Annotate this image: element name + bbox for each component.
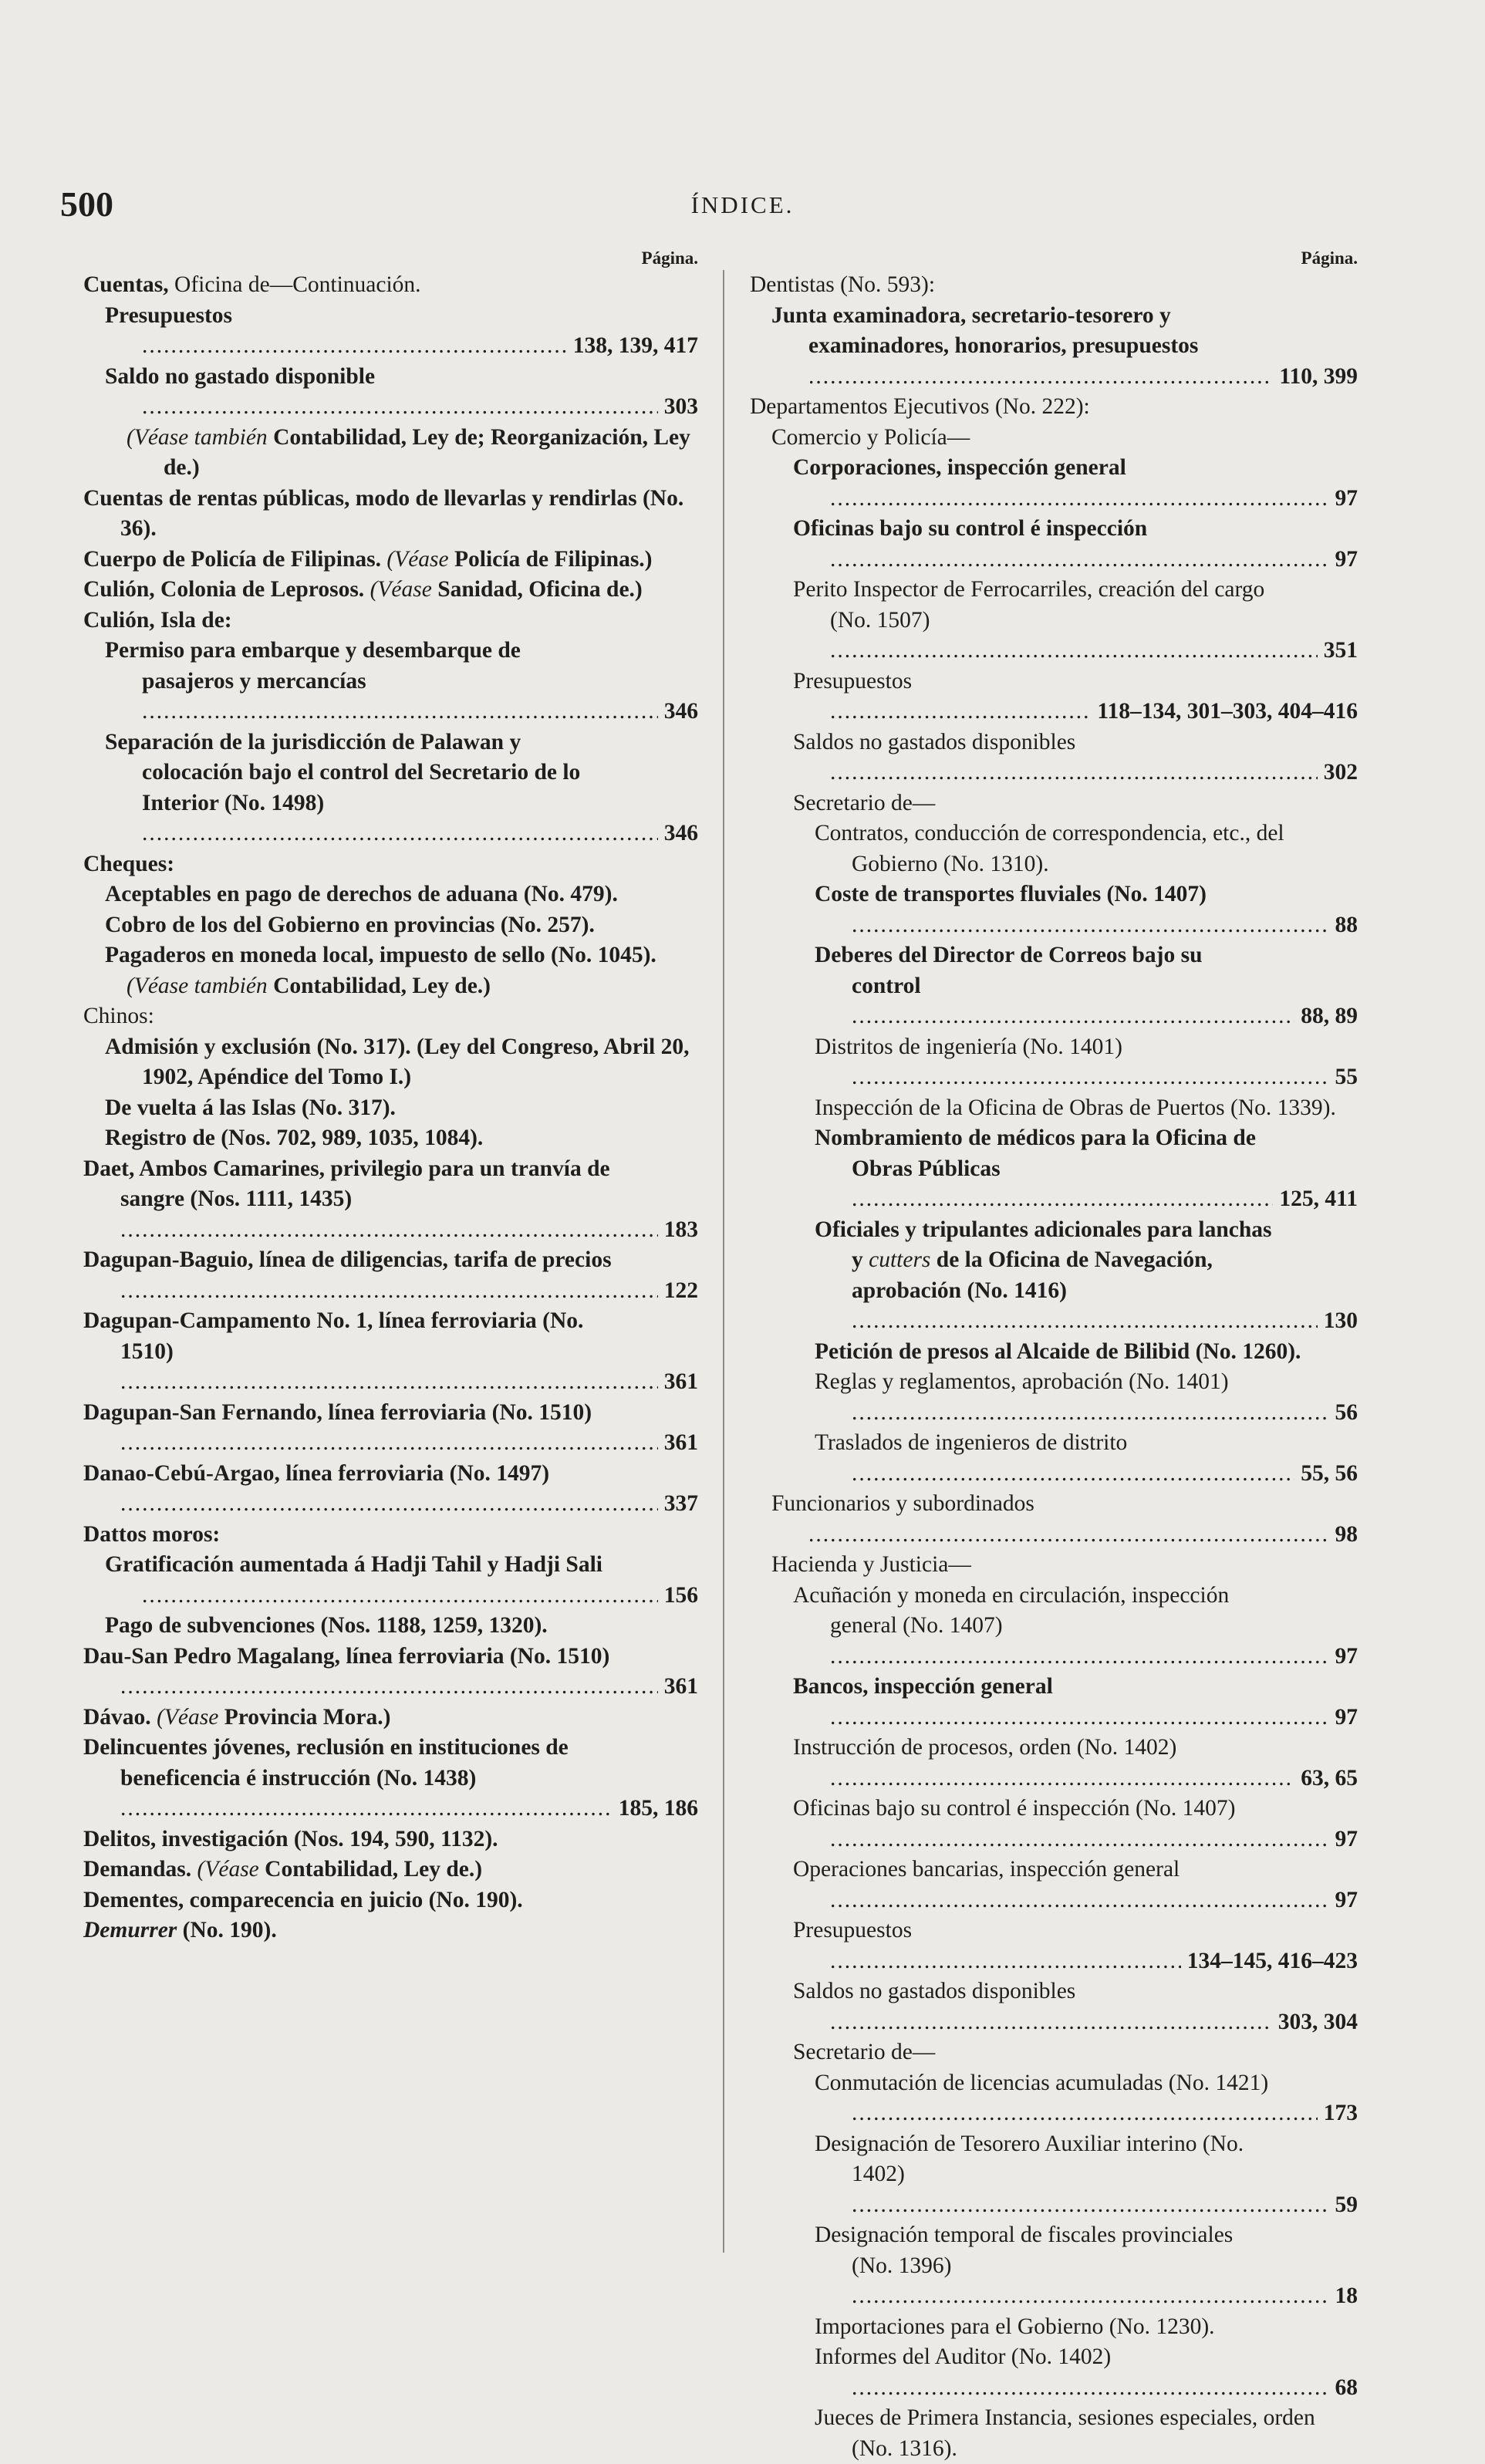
index-entry	[750, 940, 1358, 1032]
index-entry-text	[750, 788, 1358, 819]
index-entry-part: Dagupan-Baguio, línea de diligencias, tarifa de precios	[83, 1247, 612, 1272]
index-entry-page: 361	[658, 1428, 698, 1459]
index-entry	[83, 1245, 698, 1306]
index-entry-part: Informes del Auditor (No. 1402)	[815, 2344, 1112, 2369]
index-entry-text	[750, 1428, 1358, 1489]
index-entry-page: 173	[1318, 2098, 1358, 2129]
index-entry-part: Funcionarios y subordinados	[771, 1491, 1034, 1516]
index-entry-text	[750, 1032, 1358, 1093]
index-entry-part: Departamentos Ejecutivos (No. 222):	[750, 394, 1090, 419]
index-entry-part: Bancos, inspección general	[793, 1674, 1053, 1699]
index-entries	[83, 270, 698, 1946]
index-entry	[750, 270, 1358, 301]
index-entry	[750, 1489, 1358, 1550]
index-column-left	[83, 247, 698, 1946]
index-entry-part: Petición de presos al Alcaide de Bilibid (No. 1260).	[815, 1338, 1301, 1364]
index-entry-part: Operaciones bancarias, inspección general	[793, 1857, 1180, 1882]
column-divider	[723, 270, 724, 2253]
index-entry-text	[750, 423, 1358, 454]
index-entry	[83, 1032, 698, 1093]
index-entry-page: 97	[1329, 484, 1358, 515]
index-entry	[83, 362, 698, 423]
index-entry-part: Admisión y exclusión (No. 317). (Ley del Congreso, Abril 20, 1902, Apéndice del Tomo I.)	[105, 1034, 690, 1089]
index-entry-part: Acuñación y moneda en circulación, inspección general (No. 1407)	[793, 1582, 1230, 1638]
index-entry-text	[83, 1611, 698, 1642]
index-entry-part: Saldos no gastados disponibles	[793, 729, 1076, 754]
index-entry-part: Cobro de los del Gobierno en provincias (No. 257).	[105, 912, 595, 937]
index-entry-part: Inspección de la Oficina de Obras de Puertos (No. 1339).	[815, 1095, 1336, 1120]
index-entry-page: 361	[658, 1367, 698, 1398]
index-entry-page: 185, 186	[613, 1794, 698, 1824]
index-entry-part: Oficinas bajo su control é inspección (No. 1407)	[793, 1796, 1236, 1821]
index-entry-part: Distritos de ingeniería (No. 1401)	[815, 1034, 1122, 1059]
index-entry	[750, 1733, 1358, 1794]
index-entry-text	[750, 2068, 1358, 2129]
index-entry-text	[83, 1824, 698, 1855]
index-entry-part: Deberes del Director de Correos bajo su control	[815, 943, 1203, 998]
index-entry-text	[83, 484, 698, 545]
index-entry-part: Dagupan-San Fernando, línea ferroviaria (No. 1510)	[83, 1399, 592, 1425]
index-entry-text	[83, 1520, 698, 1551]
index-entry	[750, 423, 1358, 454]
index-entry-text	[83, 575, 698, 606]
index-entry	[750, 667, 1358, 727]
index-entry-part: Pago de subvenciones (Nos. 1188, 1259, 1320).	[105, 1613, 548, 1638]
index-entry	[83, 423, 698, 484]
index-entry	[750, 2220, 1358, 2312]
index-entry-text	[83, 727, 698, 849]
index-entry-text	[750, 1672, 1358, 1733]
index-entry	[750, 392, 1358, 423]
index-entry	[750, 2068, 1358, 2129]
index-entry	[750, 2312, 1358, 2343]
index-entry-text	[750, 1550, 1358, 1581]
index-entry	[750, 1367, 1358, 1428]
index-entry-text	[83, 940, 698, 971]
index-entry	[750, 1550, 1358, 1581]
index-entry-part: Danao-Cebú-Argao, línea ferroviaria (No. 1497)	[83, 1460, 550, 1486]
index-entry	[750, 727, 1358, 788]
index-entry-part: (Véase	[197, 1857, 265, 1882]
index-entry	[83, 484, 698, 545]
index-entry	[83, 1306, 698, 1398]
index-entry-part: Importaciones para el Gobierno (No. 1230).	[815, 2314, 1215, 2339]
index-entry-part: Oficinas bajo su control é inspección	[793, 516, 1148, 541]
index-entry	[83, 727, 698, 849]
index-entry-page: 302	[1318, 758, 1358, 788]
index-entry	[83, 606, 698, 636]
index-entry-part: Dentistas (No. 593):	[750, 272, 936, 297]
index-entry-text	[750, 1733, 1358, 1794]
index-entry	[750, 2403, 1358, 2464]
index-entry-page: 97	[1329, 1824, 1358, 1855]
index-entry-page: 134–145, 416–423	[1181, 1946, 1358, 1977]
index-entry	[750, 1093, 1358, 1124]
index-entry-text	[750, 1976, 1358, 2037]
index-entry-part: Delincuentes jóvenes, reclusión en instituciones de beneficencia é instrucción (No. 1438)	[83, 1735, 569, 1791]
index-entry-page: 97	[1329, 1642, 1358, 1672]
index-entry	[750, 1032, 1358, 1093]
page-column-header: Página.	[641, 248, 698, 268]
index-entry-part: Contabilidad, Ley de.)	[273, 973, 491, 998]
index-entry-part: Designación de Tesorero Auxiliar interino (No. 1402)	[815, 2131, 1244, 2186]
index-entry-text	[83, 1306, 698, 1398]
index-entry-part: (No. 190).	[182, 1918, 277, 1943]
index-entry	[83, 1916, 698, 1946]
index-entry-part: Cuentas,	[83, 272, 175, 297]
index-entry-part: (Véase	[386, 546, 454, 572]
index-entry-text	[83, 1093, 698, 1124]
index-entry	[750, 514, 1358, 575]
index-entry	[750, 1123, 1358, 1215]
index-entry-page: 68	[1329, 2373, 1358, 2404]
index-entry-part: Saldo no gastado disponible	[105, 363, 376, 389]
index-entry-text	[83, 1916, 698, 1946]
index-entry	[83, 1855, 698, 1885]
index-entry	[750, 2342, 1358, 2403]
index-entry-page: 361	[658, 1672, 698, 1703]
index-entry-text	[750, 1367, 1358, 1428]
index-entry-part: (Véase	[157, 1704, 224, 1730]
index-entry-page: 138, 139, 417	[567, 331, 698, 362]
index-entry-text	[83, 1642, 698, 1703]
index-entry	[750, 1916, 1358, 1976]
index-entry	[83, 545, 698, 575]
index-entry-page: 337	[658, 1489, 698, 1520]
index-entry-text	[83, 362, 698, 423]
index-entry	[83, 1398, 698, 1459]
index-entry-text	[83, 423, 698, 484]
index-entry-page: 88	[1329, 910, 1358, 941]
index-entry	[83, 1520, 698, 1551]
index-entry	[83, 1459, 698, 1520]
index-entry-part: Contratos, conducción de correspondencia, etc., del Gobierno (No. 1310).	[815, 821, 1284, 876]
index-entry	[750, 1428, 1358, 1489]
index-entry	[750, 819, 1358, 879]
index-entry-page: 346	[658, 819, 698, 849]
index-entry-text	[750, 940, 1358, 1032]
index-entry	[83, 1703, 698, 1733]
index-entry	[750, 1672, 1358, 1733]
index-entry	[750, 788, 1358, 819]
index-entry-text	[750, 514, 1358, 575]
index-entry-text	[83, 1001, 698, 1032]
index-entry-part: Traslados de ingenieros de distrito	[815, 1430, 1128, 1455]
index-entry	[750, 575, 1358, 667]
index-entry-part: Daet, Ambos Camarines, privilegio para un tranvía de sangre (Nos. 1111, 1435)	[83, 1156, 610, 1211]
index-entry	[83, 1824, 698, 1855]
index-entry-page: 110, 399	[1273, 362, 1358, 393]
index-entry-page: 59	[1329, 2190, 1358, 2221]
index-entry-text	[83, 910, 698, 941]
index-entry-part: Reglas y reglamentos, aprobación (No. 1401)	[815, 1369, 1229, 1394]
index-entry-text	[750, 1794, 1358, 1855]
index-entry	[83, 1123, 698, 1154]
index-entry	[83, 1733, 698, 1824]
index-entry-text	[83, 1885, 698, 1916]
index-entry-part: Oficiales y tripulantes adicionales para lanchas y	[815, 1217, 1272, 1272]
index-entry-part: Instrucción de procesos, orden (No. 1402)	[793, 1735, 1177, 1760]
index-entry-part: Perito Inspector de Ferrocarriles, creación del cargo (No. 1507)	[793, 577, 1265, 633]
index-entry	[83, 1642, 698, 1703]
index-entry-page: 118–134, 301–303, 404–416	[1091, 697, 1358, 727]
index-entry-part: Cuerpo de Policía de Filipinas.	[83, 546, 387, 572]
index-entry-page: 18	[1329, 2281, 1358, 2312]
index-entry-text	[750, 575, 1358, 667]
index-entry-part: (Véase	[370, 577, 438, 602]
index-entry	[750, 1215, 1358, 1337]
index-entry-part: Aceptables en pago de derechos de aduana (No. 479).	[105, 882, 618, 906]
index-entry-text	[750, 1855, 1358, 1916]
index-entry	[750, 301, 1358, 393]
index-entry-text	[83, 1550, 698, 1611]
index-entry-page: 97	[1329, 1703, 1358, 1733]
index-entry-part: Secretario de—	[793, 790, 936, 815]
index-entry-part: Policía de Filipinas.)	[454, 546, 653, 572]
index-entry-page: 183	[658, 1215, 698, 1246]
index-entry	[750, 1581, 1358, 1672]
index-entry-part: Cheques:	[83, 851, 175, 876]
index-entry-text	[750, 2312, 1358, 2343]
index-entry	[83, 1001, 698, 1032]
index-entry	[750, 453, 1358, 514]
index-entry-part: Oficina de—Continuación.	[174, 272, 421, 297]
index-entry-part: Culión, Colonia de Leprosos.	[83, 577, 370, 602]
index-entry-text	[750, 270, 1358, 301]
index-entry-text	[83, 879, 698, 910]
index-entry-text	[83, 1459, 698, 1520]
index-entry	[83, 301, 698, 362]
index-entry-part: Nombramiento de médicos para la Oficina de Obras Públicas	[815, 1126, 1256, 1181]
index-entry-page: 130	[1318, 1306, 1358, 1337]
index-entry-text	[750, 2220, 1358, 2312]
index-entry	[83, 940, 698, 971]
index-entry	[83, 1611, 698, 1642]
index-entry	[750, 2037, 1358, 2068]
index-entry-part: Cuentas de rentas públicas, modo de llevarlas y rendirlas (No. 36).	[83, 485, 684, 541]
index-entry-text	[83, 1855, 698, 1885]
index-entry-text	[750, 1581, 1358, 1672]
index-entry-text	[750, 392, 1358, 423]
index-entry	[83, 1550, 698, 1611]
index-entry	[83, 636, 698, 727]
index-entry-page: 63, 65	[1294, 1764, 1358, 1794]
index-entry-part: Dau-San Pedro Magalang, línea ferroviaria (No. 1510)	[83, 1643, 610, 1669]
index-entry	[83, 849, 698, 880]
index-entry-part: Hacienda y Justicia—	[771, 1552, 971, 1577]
index-entry-page: 125, 411	[1273, 1184, 1358, 1215]
index-entry-text	[83, 1154, 698, 1246]
index-entry-text	[750, 301, 1358, 393]
index-entry-part: Demurrer	[83, 1918, 183, 1943]
index-entry-page: 156	[658, 1581, 698, 1612]
index-entry	[750, 1337, 1358, 1368]
index-entry-text	[83, 971, 698, 1002]
index-entry-text	[750, 2342, 1358, 2403]
index-entry-part: Dementes, comparecencia en juicio (No. 190).	[83, 1887, 523, 1912]
index-entry	[750, 1794, 1358, 1855]
index-entry-part: Dagupan-Campamento No. 1, línea ferroviaria (No. 1510)	[83, 1308, 584, 1364]
index-entry-part: Provincia Mora.)	[224, 1704, 391, 1730]
index-entry	[83, 1154, 698, 1246]
index-entry-part: Presupuestos	[793, 668, 913, 694]
index-entry-part: de la Oficina de Navegación, aprobación (No. 1416)	[852, 1247, 1213, 1303]
index-entry-part: Secretario de—	[793, 2040, 936, 2064]
index-entry-part: Dattos moros:	[83, 1521, 221, 1547]
page-number: 500	[60, 184, 113, 224]
index-entry-part: Contabilidad, Ley de; Reorganización, Ley de.)	[164, 424, 690, 480]
index-entry-part: Pagaderos en moneda local, impuesto de sello (No. 1045).	[105, 943, 656, 967]
index-entry-page: 97	[1329, 545, 1358, 575]
index-entry-text	[83, 636, 698, 727]
index-entry-part: Corporaciones, inspección general	[793, 455, 1126, 480]
index-entry-part: Delitos, investigación (Nos. 194, 590, 1132).	[83, 1826, 498, 1851]
index-entries	[750, 270, 1358, 2464]
index-entry	[750, 879, 1358, 940]
index-entry-page: 351	[1318, 636, 1358, 667]
index-entry-text	[750, 2403, 1358, 2464]
index-entry-text	[83, 1123, 698, 1154]
index-entry-text	[750, 727, 1358, 788]
index-entry	[83, 1093, 698, 1124]
index-entry	[83, 879, 698, 910]
index-entry-text	[750, 1337, 1358, 1368]
index-entry-part: Gratificación aumentada á Hadji Tahil y Hadji Sali	[105, 1552, 602, 1577]
index-entry-text	[83, 849, 698, 880]
index-entry	[83, 910, 698, 941]
index-entry-part: Presupuestos	[793, 1918, 913, 1943]
index-entry-text	[750, 819, 1358, 879]
index-entry-page: 97	[1329, 1885, 1358, 1916]
index-entry-text	[750, 2129, 1358, 2221]
index-entry-part: Conmutación de licencias acumuladas (No. 1421)	[815, 2070, 1269, 2095]
index-entry-page: 303, 304	[1272, 2007, 1358, 2038]
index-entry-text	[83, 1245, 698, 1306]
index-entry-part: Junta examinadora, secretario-tesorero y examinadores, honorarios, presupuestos	[771, 302, 1199, 358]
index-entry-part: Contabilidad, Ley de.)	[265, 1857, 483, 1882]
index-entry-text	[750, 1215, 1358, 1337]
index-entry-page: 303	[658, 392, 698, 423]
index-entry-page: 56	[1329, 1398, 1358, 1429]
index-entry	[83, 270, 698, 301]
index-entry-part: (Véase también	[127, 973, 274, 998]
index-entry-part: Chinos:	[83, 1004, 154, 1028]
index-entry-part: Dávao.	[83, 1704, 157, 1730]
index-entry-part: Saldos no gastados disponibles	[793, 1979, 1076, 2003]
index-entry-text	[83, 1703, 698, 1733]
index-entry-text	[750, 1123, 1358, 1215]
index-entry-text	[83, 545, 698, 575]
index-entry-text	[750, 2037, 1358, 2068]
index-entry-part: Designación temporal de fiscales provinciales (No. 1396)	[815, 2223, 1234, 2278]
index-entry-text	[83, 606, 698, 636]
index-entry-page: 55	[1329, 1062, 1358, 1093]
index-entry-text	[83, 1733, 698, 1824]
index-entry	[750, 2129, 1358, 2221]
index-entry-part: Separación de la jurisdicción de Palawan y colocación bajo el control del Secretario de lo Interior (No. 1498)	[105, 729, 581, 815]
running-head: ÍNDICE.	[690, 191, 795, 218]
index-entry-text	[750, 453, 1358, 514]
index-entry-part: De vuelta á las Islas (No. 317).	[105, 1095, 396, 1120]
index-entry-part: Coste de transportes fluviales (No. 1407)	[815, 882, 1207, 906]
index-entry-part: Registro de (Nos. 702, 989, 1035, 1084).	[105, 1126, 484, 1150]
index-entry-part: Demandas.	[83, 1857, 197, 1882]
index-entry	[750, 1976, 1358, 2037]
index-entry	[83, 971, 698, 1002]
index-entry-page: 88, 89	[1294, 1001, 1358, 1032]
index-column-right	[750, 247, 1358, 2464]
index-entry-text	[83, 270, 698, 301]
index-entry	[83, 575, 698, 606]
index-entry-part: (Véase también	[127, 424, 274, 450]
index-entry-part: Comercio y Policía—	[771, 424, 970, 450]
index-entry-page: 55, 56	[1294, 1459, 1358, 1490]
index-entry-page: 346	[658, 697, 698, 727]
index-entry-part: Presupuestos	[105, 302, 233, 328]
index-entry-page: 98	[1329, 1520, 1358, 1551]
index-entry	[750, 1855, 1358, 1916]
index-entry-text	[750, 1489, 1358, 1550]
index-entry-part: Culión, Isla de:	[83, 607, 232, 633]
index-entry	[83, 1885, 698, 1916]
index-entry-text	[750, 879, 1358, 940]
page-column-header: Página.	[1301, 248, 1358, 268]
index-entry-text	[83, 1398, 698, 1459]
index-entry-part: cutters	[869, 1247, 937, 1272]
index-entry-part: Permiso para embarque y desembarque de pasajeros y mercancías	[105, 638, 521, 694]
index-entry-text	[750, 1093, 1358, 1124]
index-entry-text	[83, 1032, 698, 1093]
index-entry-part: Sanidad, Oficina de.)	[437, 577, 643, 602]
index-entry-page: 122	[658, 1276, 698, 1307]
index-entry-part: Jueces de Primera Instancia, sesiones especiales, orden (No. 1316).	[815, 2405, 1315, 2461]
